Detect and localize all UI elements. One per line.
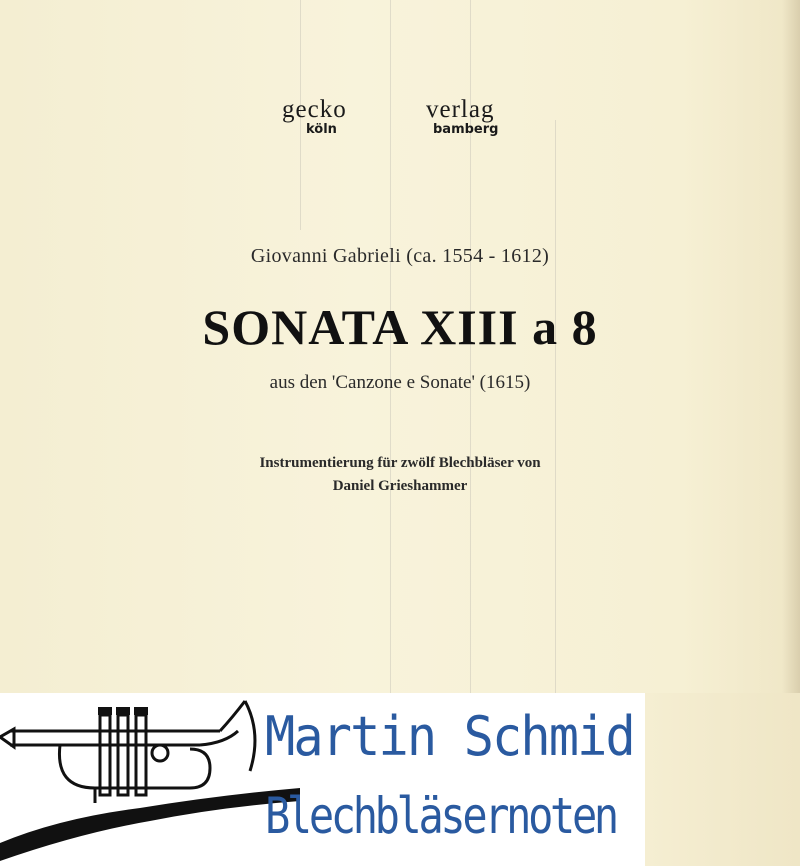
- composer-line: Giovanni Gabrieli (ca. 1554 - 1612): [250, 245, 550, 267]
- arranger-name: Daniel Grieshammer: [332, 478, 468, 494]
- watermark-brand-name: Martin Schmid: [265, 705, 634, 768]
- staff-bleed-line: [555, 120, 556, 700]
- publisher-name-left: gecko: [282, 96, 347, 123]
- instrumentation-line: Instrumentierung für zwölf Blechbläser von: [259, 455, 541, 471]
- publisher-logo: [276, 96, 536, 144]
- publisher-city-right: bamberg: [433, 122, 499, 137]
- watermark-banner: [0, 693, 645, 866]
- trumpet-icon: [0, 693, 300, 866]
- publisher-name-right: verlag: [426, 96, 495, 123]
- source-line: aus den 'Canzone e Sonate' (1615): [269, 372, 531, 393]
- publisher-city-left: köln: [306, 122, 337, 137]
- watermark-brand-subtitle: Blechbläsernoten: [265, 787, 616, 845]
- work-title: SONATA XIII a 8: [202, 299, 598, 355]
- page-lower-right: [645, 693, 800, 866]
